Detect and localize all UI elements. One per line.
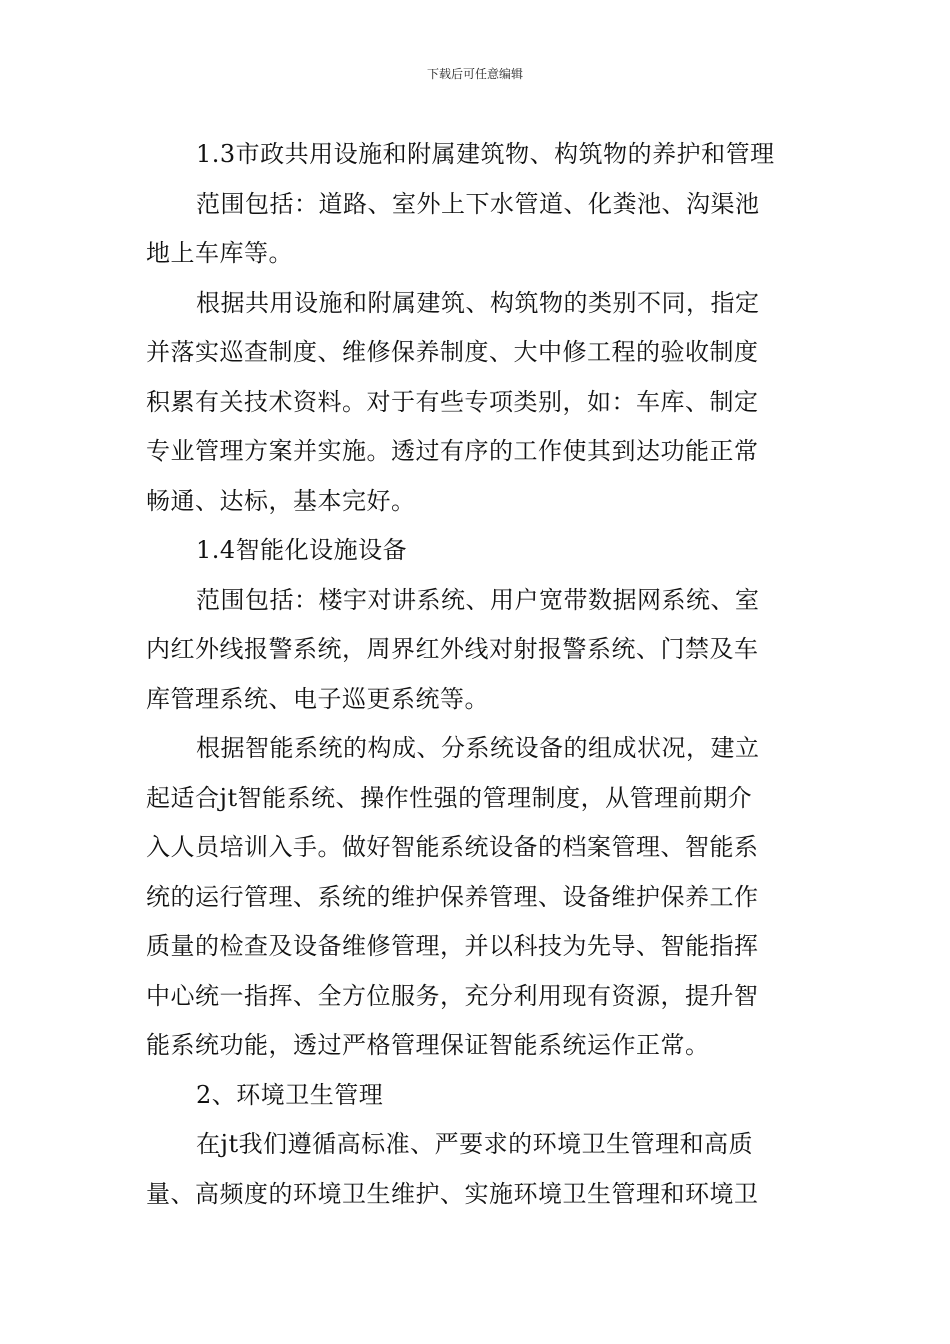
paragraph-line: 能系统功能，透过严格管理保证智能系统运作正常。: [146, 1031, 710, 1059]
section-heading-1-3: 1.3市政共用设施和附属建筑物、构筑物的养护和管理: [196, 140, 775, 168]
paragraph-line: 范围包括：楼宇对讲系统、用户宽带数据网系统、室: [196, 585, 760, 614]
section-heading-1-4: 1.4智能化设施设备: [196, 536, 408, 564]
paragraph-line: 入人员培训入手。做好智能系统设备的档案管理、智能系: [146, 833, 759, 861]
paragraph-line: 起适合jt智能系统、操作性强的管理制度，从管理前期介: [146, 783, 753, 812]
section-heading-2: 2、环境卫生管理: [196, 1080, 384, 1109]
paragraph-line: 畅通、达标，基本完好。: [146, 486, 416, 515]
paragraph-line: 范围包括：道路、室外上下水管道、化粪池、沟渠池: [196, 189, 760, 218]
paragraph-line: 根据共用设施和附属建筑、构筑物的类别不同，指定: [196, 288, 760, 317]
paragraph-line: 专业管理方案并实施。透过有序的工作使其到达功能正常: [146, 437, 759, 465]
paragraph-line: 并落实巡查制度、维修保养制度、大中修工程的验收制度: [146, 338, 759, 366]
paragraph-line: 质量的检查及设备维修管理，并以科技为先导、智能指挥: [146, 932, 759, 960]
paragraph-line: 根据智能系统的构成、分系统设备的组成状况，建立: [196, 734, 760, 762]
paragraph-line: 量、高频度的环境卫生维护、实施环境卫生管理和环境卫: [146, 1179, 759, 1208]
document-body: [146, 130, 810, 1219]
paragraph-line: 库管理系统、电子巡更系统等。: [146, 684, 489, 713]
page-header: 下载后可任意编辑: [426, 67, 523, 81]
paragraph-line: 积累有关技术资料。对于有些专项类别，如：车库、制定: [146, 387, 759, 416]
paragraph-line: 内红外线报警系统，周界红外线对射报警系统、门禁及车: [146, 635, 759, 663]
paragraph-line: 中心统一指挥、全方位服务，充分利用现有资源，提升智: [146, 981, 759, 1010]
paragraph-line: 在jt我们遵循高标准、严要求的环境卫生管理和高质: [196, 1130, 754, 1158]
paragraph-line: 地上车库等。: [146, 239, 293, 267]
paragraph-line: 统的运行管理、系统的维护保养管理、设备维护保养工作: [146, 882, 759, 911]
